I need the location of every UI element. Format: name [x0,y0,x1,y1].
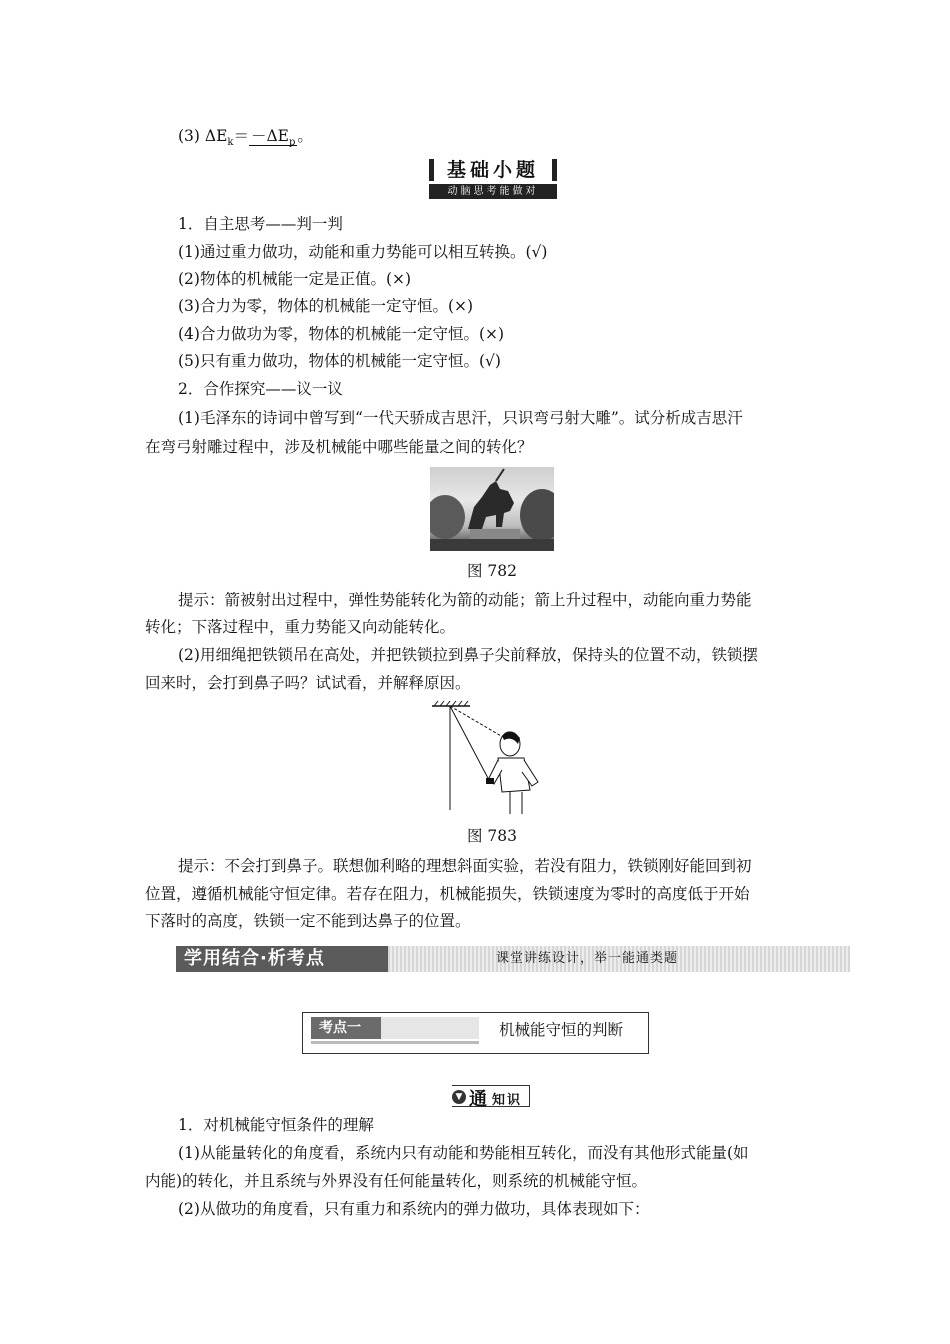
hint-2-cont: 位置，遵循机械能守恒定律。若存在阻力，机械能损失，铁锁速度为零时的高度低于开始 [145,885,750,903]
hint-2: 提示：不会打到鼻子。联想伽利略的理想斜面实验，若没有阻力，铁锁刚好能回到初 [178,857,752,875]
q1-item: (4)合力做功为零，物体的机械能一定守恒。(×) [178,325,505,343]
banner-subtitle: 动脑思考能做对 [429,184,557,199]
tag-underline [311,1041,479,1044]
section-subtitle: 课堂讲练设计，举一能通类题 [496,951,679,966]
exam-point-box [302,1012,649,1054]
figure-caption-782: 图 782 [466,562,517,580]
exam-point-tag: 考点一 [311,1017,479,1039]
basic-questions-banner [423,157,553,201]
q1-item: (1)通过重力做功，动能和重力势能可以相互转换。(√) [178,243,548,261]
knowledge-p2: (2)从做功的角度看，只有重力和系统内的弹力做功，具体表现如下： [178,1200,650,1218]
q1-item: (2)物体的机械能一定是正值。(×) [178,270,412,288]
exam-point-title: 机械能守恒的判断 [499,1021,624,1039]
figure-caption-783: 图 783 [466,827,517,845]
badge-main-char: 通 [469,1089,487,1110]
knowledge-p1: (1)从能量转化的角度看，系统内只有动能和势能相互转化，而没有其他形式能量(如 [178,1144,749,1162]
formula-line: (3) $\Delta E_k= -\Delta E_p$ 。 [178,127,313,149]
hint-2-cont: 下落时的高度，铁锁一定不能到达鼻子的位置。 [145,912,471,930]
knowledge-heading: 1．对机械能守恒条件的理解 [178,1116,374,1134]
q2-question-2-cont: 回来时，会打到鼻子吗？试试看，并解释原因。 [145,674,471,692]
general-knowledge-badge [452,1085,530,1110]
badge-text: 知识 [492,1093,523,1108]
q1-heading: 1．自主思考——判一判 [178,215,343,233]
q2-question-1: (1)毛泽东的诗词中曾写到“一代天骄成吉思汗，只识弯弓射大雕”。试分析成吉思汗 [178,409,743,427]
q2-question-1-cont: 在弯弓射雕过程中，涉及机械能中哪些能量之间的转化？ [145,438,533,456]
hint-1: 提示：箭被射出过程中，弹性势能转化为箭的动能；箭上升过程中，动能向重力势能 [178,591,752,609]
hint-1-cont: 转化；下落过程中，重力势能又向动能转化。 [145,618,456,636]
chevron-down-icon: ▼ [452,1090,466,1104]
q1-item: (3)合力为零，物体的机械能一定守恒。(×) [178,297,474,315]
pendulum-boy-illustration [428,700,558,818]
section-title: 学用结合·析考点 [176,946,388,972]
genghis-khan-statue-photo [430,467,554,551]
q2-question-2: (2)用细绳把铁锁吊在高处，并把铁锁拉到鼻子尖前释放，保持头的位置不动，铁锁摆 [178,646,758,664]
knowledge-p1-cont: 内能)的转化，并且系统与外界没有任何能量转化，则系统的机械能守恒。 [145,1172,648,1190]
banner-title: 基础小题 [429,159,557,181]
section-banner [176,946,850,972]
q1-item: (5)只有重力做功，物体的机械能一定守恒。(√) [178,352,501,370]
q2-heading: 2．合作探究——议一议 [178,380,343,398]
